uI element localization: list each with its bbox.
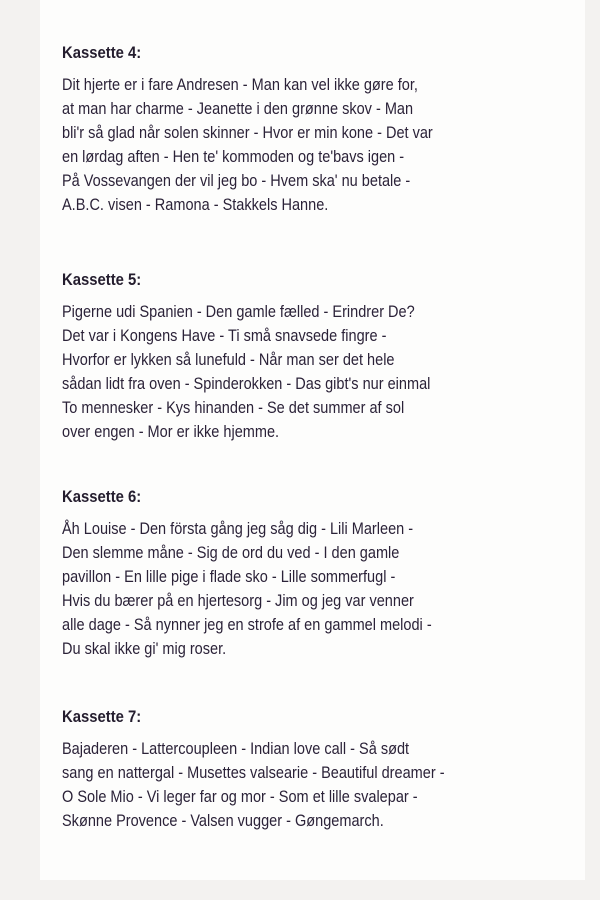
section-heading: Kassette 6: — [62, 488, 142, 506]
track-line: Hvorfor er lykken så lunefuld - Når man ser det hele — [62, 351, 395, 369]
section-kassette-4 — [62, 44, 562, 217]
section-heading: Kassette 5: — [62, 271, 142, 289]
track-line: bli'r så glad når solen skinner - Hvor er min kone - Det var — [62, 124, 433, 142]
track-line: Du skal ikke gi' mig roser. — [62, 640, 227, 658]
track-line: Pigerne udi Spanien - Den gamle fælled - Erindrer De? — [62, 303, 415, 321]
track-line: Den slemme måne - Sig de ord du ved - I den gamle — [62, 544, 400, 562]
section-heading: Kassette 4: — [62, 44, 142, 62]
track-line: Hvis du bærer på en hjertesorg - Jim og jeg var venner — [62, 592, 414, 610]
track-line: På Vossevangen der vil jeg bo - Hvem ska' nu betale - — [62, 172, 411, 190]
track-line: O Sole Mio - Vi leger far og mor - Som et lille svalepar - — [62, 788, 418, 806]
track-line: Dit hjerte er i fare Andresen - Man kan vel ikke gøre for, — [62, 76, 418, 94]
track-line: sådan lidt fra oven - Spinderokken - Das gibt's nur einmal — [62, 375, 431, 393]
track-line: sang en nattergal - Musettes valsearie - Beautiful dreamer - — [62, 764, 445, 782]
track-line: Åh Louise - Den första gång jeg såg dig - Lili Marleen - — [62, 520, 414, 538]
track-line: To mennesker - Kys hinanden - Se det summer af sol — [62, 399, 405, 417]
track-line: alle dage - Så nynner jeg en strofe af en gammel melodi - — [62, 616, 432, 634]
track-line: pavillon - En lille pige i flade sko - Lille sommerfugl - — [62, 568, 396, 586]
section-kassette-7 — [62, 708, 562, 833]
track-line: Bajaderen - Lattercoupleen - Indian love call - Så sødt — [62, 740, 410, 758]
section-heading: Kassette 7: — [62, 708, 142, 726]
track-line: over engen - Mor er ikke hjemme. — [62, 423, 280, 441]
section-kassette-6 — [62, 488, 562, 661]
track-line: en lørdag aften - Hen te' kommoden og te'bavs igen - — [62, 148, 405, 166]
track-line: at man har charme - Jeanette i den grønne skov - Man — [62, 100, 414, 118]
track-line: Det var i Kongens Have - Ti små snavsede fingre - — [62, 327, 387, 345]
track-line: Skønne Provence - Valsen vugger - Gøngemarch. — [62, 812, 384, 830]
section-kassette-5 — [62, 271, 562, 444]
track-line: A.B.C. visen - Ramona - Stakkels Hanne. — [62, 196, 329, 214]
